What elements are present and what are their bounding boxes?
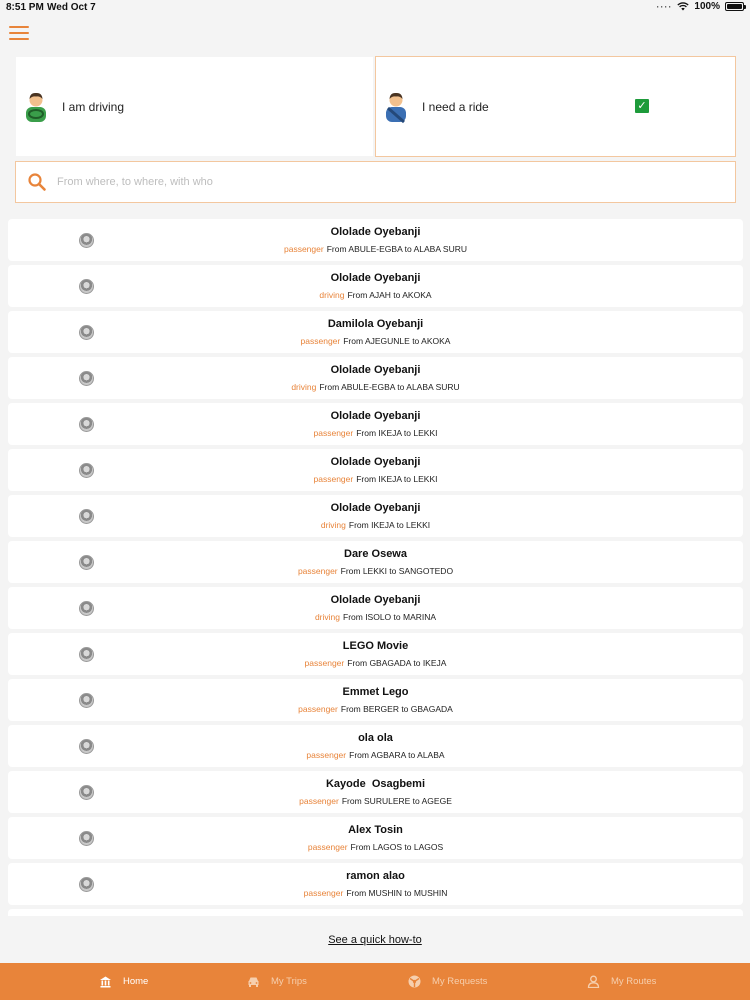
item-subtitle <box>8 658 743 668</box>
list-item[interactable] <box>8 219 743 261</box>
item-role: passenger <box>313 474 354 484</box>
tab-label: My Routes <box>611 976 657 987</box>
ride-checkbox[interactable]: ✓ <box>635 99 649 113</box>
menu-line-icon <box>9 32 29 34</box>
role-label-driving: I am driving <box>62 99 125 114</box>
list-item[interactable] <box>8 265 743 307</box>
list-item[interactable] <box>8 495 743 537</box>
user-icon <box>587 975 600 988</box>
item-name: ramon alao <box>346 870 405 882</box>
list-item[interactable] <box>8 909 743 916</box>
item-role: passenger <box>283 244 324 254</box>
item-name: Emmet Lego <box>342 686 409 698</box>
tab-my-trips[interactable] <box>247 963 307 1000</box>
bottom-tab-bar <box>0 963 750 1000</box>
item-route: From IKEJA to LEKKI <box>356 428 438 438</box>
passenger-avatar-icon <box>382 90 410 124</box>
list-item[interactable] <box>8 725 743 767</box>
item-route: From SURULERE to AGEGE <box>341 796 452 806</box>
item-role: driving <box>319 290 345 300</box>
item-subtitle <box>8 520 743 530</box>
item-name: Damilola Oyebanji <box>327 318 424 330</box>
item-subtitle <box>8 704 743 714</box>
item-route: From BERGER to GBAGADA <box>340 704 453 714</box>
item-subtitle <box>8 750 743 760</box>
item-route: From LEKKI to SANGOTEDO <box>340 566 454 576</box>
item-subtitle <box>8 336 743 346</box>
tab-label: My Trips <box>271 976 307 987</box>
item-subtitle <box>8 474 743 484</box>
item-name: Ololade Oyebanji <box>330 594 421 606</box>
item-route: From AJEGUNLE to AKOKA <box>343 336 451 346</box>
item-subtitle <box>8 612 743 622</box>
item-role: passenger <box>297 566 338 576</box>
role-card-driving[interactable] <box>15 56 374 157</box>
item-route: From GBAGADA to IKEJA <box>347 658 447 668</box>
item-subtitle <box>8 796 743 806</box>
item-role: passenger <box>307 842 348 852</box>
item-route: From ISOLO to MARINA <box>343 612 437 622</box>
item-subtitle <box>8 290 743 300</box>
item-role: passenger <box>304 658 345 668</box>
list-item[interactable] <box>8 357 743 399</box>
tab-my-requests[interactable] <box>408 963 487 1000</box>
search-icon <box>27 172 47 192</box>
list-item[interactable] <box>8 311 743 353</box>
item-name: Ololade Oyebanji <box>330 410 421 422</box>
list-item[interactable] <box>8 817 743 859</box>
tab-home[interactable] <box>99 963 148 1000</box>
signal-dots-icon: ···· <box>656 1 673 12</box>
list-item[interactable] <box>8 541 743 583</box>
car-icon <box>247 975 260 988</box>
item-route: From ABULE-EGBA to ALABA SURU <box>319 382 460 392</box>
list-item[interactable] <box>8 633 743 675</box>
menu-line-icon <box>9 38 29 40</box>
item-name: Alex Tosin <box>348 824 403 836</box>
item-route: From AJAH to AKOKA <box>347 290 432 300</box>
item-route: From AGBARA to ALABA <box>349 750 445 760</box>
list-item[interactable] <box>8 679 743 721</box>
item-subtitle <box>8 428 743 438</box>
item-name: LEGO Movie <box>342 640 409 652</box>
list-item[interactable] <box>8 449 743 491</box>
item-name: ola ola <box>358 732 393 744</box>
list-item[interactable] <box>8 863 743 905</box>
home-icon <box>99 975 112 988</box>
item-subtitle <box>8 244 743 254</box>
list-item[interactable] <box>8 587 743 629</box>
item-route: From LAGOS to LAGOS <box>350 842 444 852</box>
search-bar <box>15 161 736 203</box>
status-indicators <box>656 1 744 12</box>
tab-label: My Requests <box>432 976 488 987</box>
item-subtitle <box>8 566 743 576</box>
item-role: passenger <box>306 750 347 760</box>
list-item[interactable] <box>8 403 743 445</box>
item-role: driving <box>320 520 346 530</box>
role-label-ride: I need a ride <box>422 99 489 114</box>
item-name: Ololade Oyebanji <box>330 456 421 468</box>
item-role: passenger <box>300 336 341 346</box>
item-subtitle <box>8 842 743 852</box>
item-route: From ABULE-EGBA to ALABA SURU <box>326 244 467 254</box>
item-role: passenger <box>313 428 354 438</box>
item-role: passenger <box>303 888 344 898</box>
item-role: driving <box>314 612 340 622</box>
tab-my-routes[interactable] <box>587 963 656 1000</box>
role-card-ride[interactable] <box>375 56 736 157</box>
item-name: Ololade Oyebanji <box>330 502 421 514</box>
list-item[interactable] <box>8 771 743 813</box>
wheel-icon <box>408 975 421 988</box>
tab-label: Home <box>123 976 149 987</box>
item-name: Ololade Oyebanji <box>330 226 421 238</box>
battery-percent: 100% <box>694 1 720 12</box>
battery-icon <box>725 2 744 11</box>
item-name: Ololade Oyebanji <box>330 272 421 284</box>
status-bar <box>0 0 750 16</box>
item-subtitle <box>8 888 743 898</box>
item-role: passenger <box>298 704 338 714</box>
item-name: Dare Osewa <box>344 548 407 560</box>
item-name: Kayode Osagbemi <box>325 778 426 790</box>
search-input[interactable] <box>57 176 697 188</box>
status-time: 8:51 PM <box>6 2 44 13</box>
item-name: Ololade Oyebanji <box>330 364 421 376</box>
hamburger-menu-button[interactable] <box>9 26 29 41</box>
menu-line-icon <box>9 26 29 28</box>
item-route: From IKEJA to LEKKI <box>356 474 438 484</box>
item-role: passenger <box>299 796 339 806</box>
item-role: driving <box>291 382 317 392</box>
howto-link[interactable]: See a quick how-to <box>328 934 422 946</box>
item-subtitle <box>8 382 743 392</box>
wifi-icon <box>677 2 689 11</box>
item-route: From MUSHIN to MUSHIN <box>346 888 448 898</box>
driver-avatar-icon <box>22 90 50 124</box>
status-date: Wed Oct 7 <box>47 2 96 13</box>
ride-list <box>8 219 743 916</box>
item-route: From IKEJA to LEKKI <box>348 520 431 530</box>
